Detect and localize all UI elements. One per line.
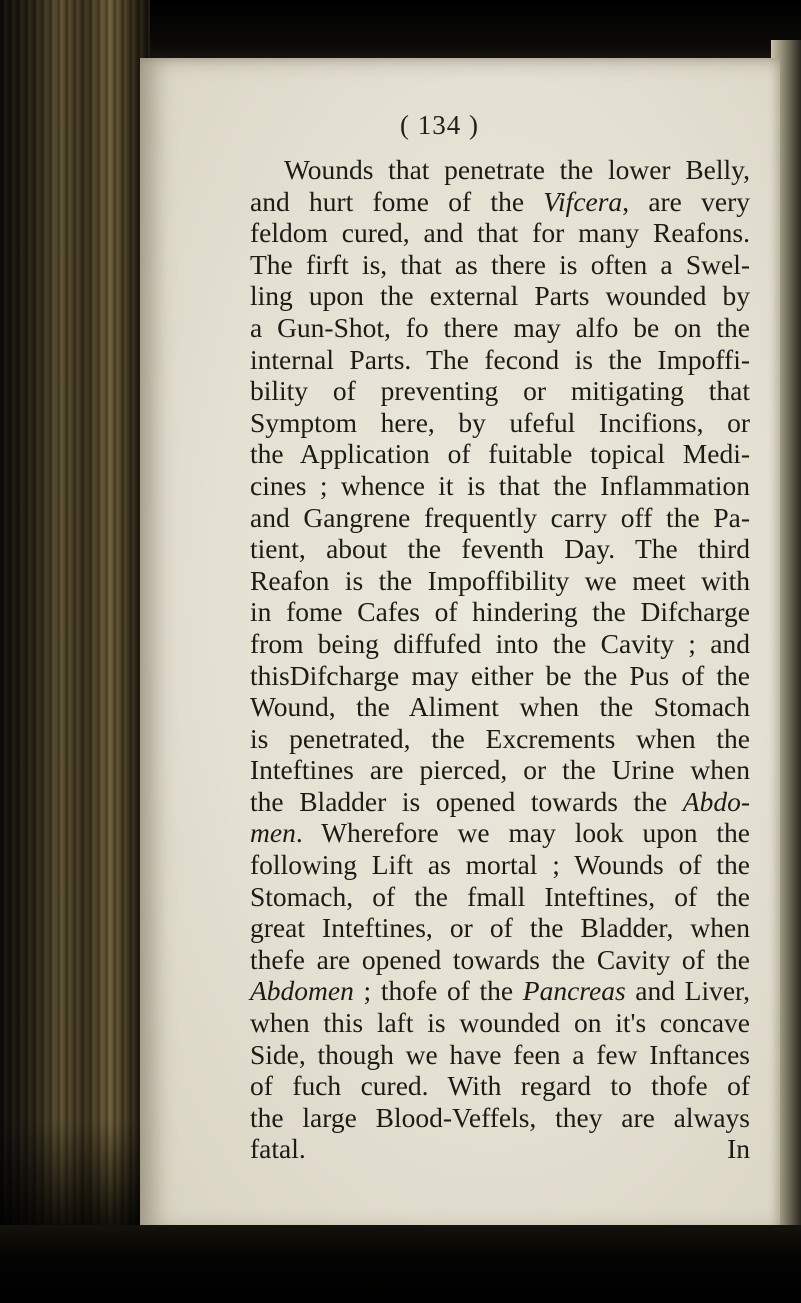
text-segment: Side, though we have feen a few Inftances [250,1038,750,1070]
text-segment: great Inteftines, or of the Bladder, when [250,912,750,944]
text-line [250,912,750,944]
text-segment: of fuch cured. With regard to thofe of [250,1070,750,1102]
text-line [250,944,750,976]
text-segment: when this laft is wounded on it's concave [250,1007,750,1039]
text-line [250,249,750,281]
text-segment: thefe are opened towards the Cavity of the [250,943,750,975]
text-line [250,786,750,818]
text-line [250,1039,750,1071]
italic-word: Abdo- [682,785,750,817]
body-text [250,154,750,1165]
book-page [140,58,780,1233]
italic-word: Pancreas [522,975,626,1007]
text-segment: ling upon the external Parts wounded by [250,280,750,312]
italic-word: Vifcera [543,185,623,217]
text-segment: the large Blood-Veffels, they are always [250,1101,750,1133]
italic-word: men [250,817,296,849]
text-segment: a Gun-Shot, fo there may alfo be on the [250,311,750,343]
text-segment: The firft is, that as there is often a Swel- [250,248,750,280]
page-number: ( 134 ) [400,110,479,140]
text-segment: tient, about the feventh Day. The third [250,533,750,565]
text-line [250,1102,750,1134]
text-line [250,533,750,565]
text-line [250,407,750,439]
catchword: In [727,1133,750,1165]
final-line: fatal. [250,1133,306,1165]
text-segment: thisDifcharge may either be the Pus of the [250,659,750,691]
text-segment: cines ; whence it is that the Inflammation [250,469,750,501]
text-line [250,217,750,249]
text-segment: and hurt fome of the [250,185,544,217]
text-line [250,754,750,786]
text-line [250,628,750,660]
text-segment: following Lift as mortal ; Wounds of the [250,849,750,881]
text-line [250,975,750,1007]
text-line [250,1007,750,1039]
text-line [250,186,750,218]
text-line [250,154,750,186]
text-segment: in fome Cafes of hindering the Difcharge [250,596,750,628]
text-line [250,691,750,723]
text-segment: and Gangrene frequently carry off the Pa- [250,501,750,533]
text-line [250,502,750,534]
text-segment: bility of preventing or mitigating that [250,375,750,407]
text-line [250,438,750,470]
text-segment: from being diffufed into the Cavity ; and [250,627,750,659]
text-segment: the Bladder is opened towards the [250,785,683,817]
text-segment: and Liver, [625,975,750,1007]
text-line [250,660,750,692]
text-line [250,280,750,312]
text-segment: Stomach, of the fmall Inteftines, of the [250,880,750,912]
text-line [250,817,750,849]
text-line [250,565,750,597]
text-line [250,596,750,628]
italic-word: Abdomen [250,975,354,1007]
text-segment: Symptom here, by ufeful Incifions, or [250,406,750,438]
text-line [250,849,750,881]
text-segment: is penetrated, the Excrements when the [250,722,750,754]
text-segment: , are very [622,185,750,217]
text-segment: the Application of fuitable topical Medi- [250,438,750,470]
text-line [250,470,750,502]
text-line [250,312,750,344]
text-line [250,723,750,755]
text-segment: Inteftines are pierced, or the Urine when [250,754,750,786]
text-segment: Wounds that penetrate the lower Belly, [284,154,750,185]
text-segment: Reafon is the Impoffibility we meet with [250,564,750,596]
text-line [250,375,750,407]
text-segment: Wound, the Aliment when the Stomach [250,691,750,723]
text-segment: internal Parts. The fecond is the Impoffi- [250,343,750,375]
text-line [250,1070,750,1102]
text-segment: feldom cured, and that for many Reafons. [250,217,750,249]
text-line [250,881,750,913]
scan-bottom-shadow [0,1225,801,1303]
text-segment: ; thofe of the [353,975,523,1007]
book-spine [0,0,150,1303]
text-line [250,344,750,376]
final-line-row [250,1133,750,1165]
text-segment: . Wherefore we may look upon the [295,817,750,849]
